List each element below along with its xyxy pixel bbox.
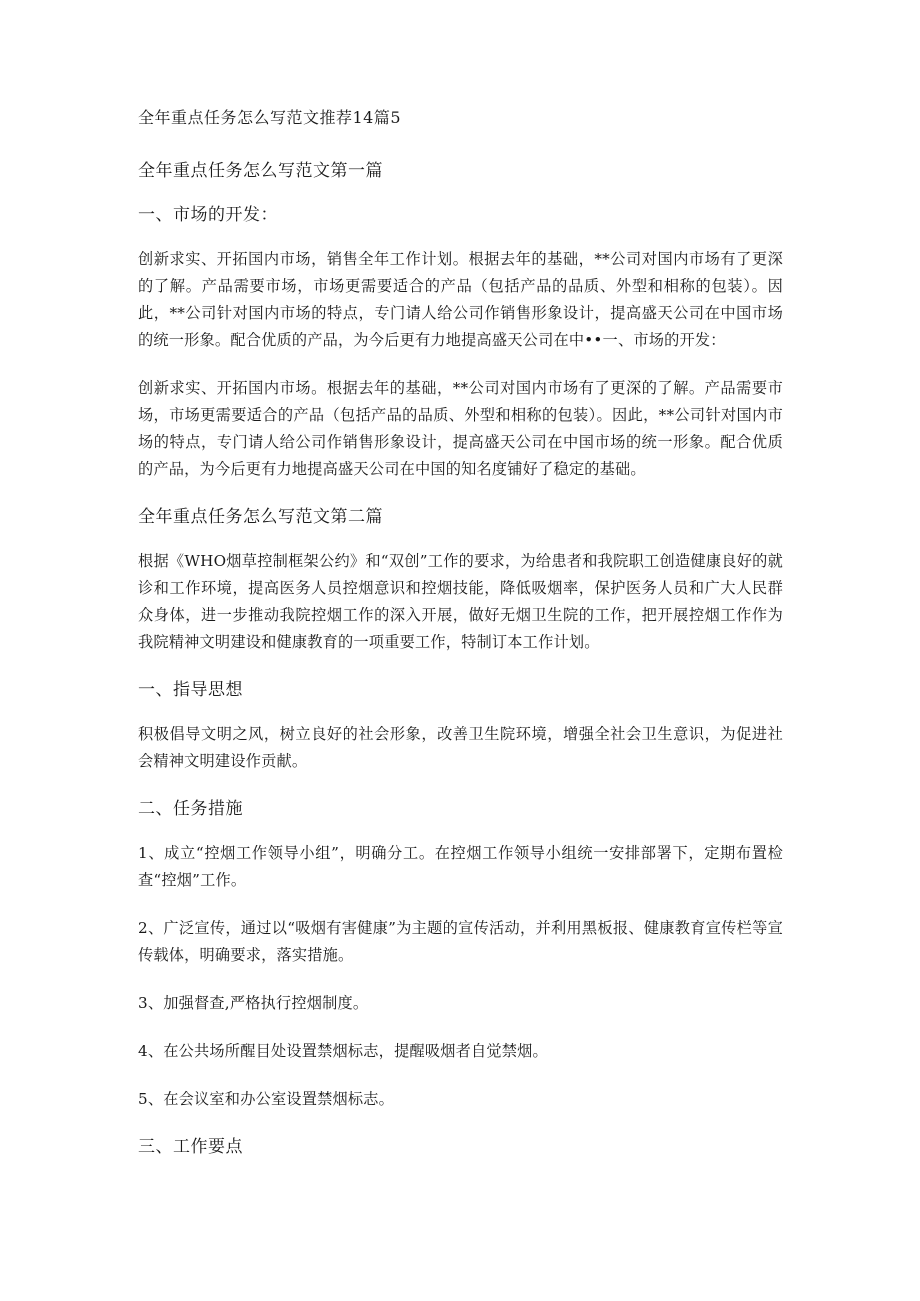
section-heading: 全年重点任务怎么写范文第一篇 xyxy=(138,161,383,181)
paragraph: 创新求实、开拓国内市场。根据去年的基础，**公司对国内市场有了更深的了解。产品需要市场，市场更需要适合的产品（包括产品的品质、外型和相称的包装）。因此，**公司针对国内市场的特点，专门请人给公司作销售形象设计，提高盛天公司在中国市场的统一形象。配合优质的产品，为今后更有力地提高盛天公司在中国的知名度铺好了稳定的基础。 xyxy=(138,379,783,478)
section-heading: 一、指导思想 xyxy=(138,680,243,700)
section-heading: 三、工作要点 xyxy=(138,1137,243,1157)
document-page xyxy=(138,106,783,1178)
list-item: 5、在会议室和办公室设置禁烟标志。 xyxy=(138,1090,395,1108)
paragraph: 根据《WHO烟草控制框架公约》和“双创”工作的要求，为给患者和我院职工创造健康良好的就诊和工作环境，提高医务人员控烟意识和控烟技能，降低吸烟率，保护医务人员和广大人民群众身体，进一步推动我院控烟工作的深入开展，做好无烟卫生院的工作，把开展控烟工作作为我院精神文明建设和健康教育的一项重要工作，特制订本工作计划。 xyxy=(138,552,783,651)
section-heading: 全年重点任务怎么写范文第二篇 xyxy=(138,507,383,527)
document-title: 全年重点任务怎么写范文推荐14篇5 xyxy=(138,108,402,127)
paragraph: 积极倡导文明之风，树立良好的社会形象，改善卫生院环境，增强全社会卫生意识，为促进社会精神文明建设作贡献。 xyxy=(138,725,783,770)
section-heading: 二、任务措施 xyxy=(138,799,243,819)
section-heading: 一、市场的开发： xyxy=(138,205,278,225)
list-item: 3、加强督查,严格执行控烟制度。 xyxy=(138,994,369,1012)
paragraph: 创新求实、开拓国内市场，销售全年工作计划。根据去年的基础，**公司对国内市场有了更深的了解。产品需要市场，市场更需要适合的产品（包括产品的品质、外型和相称的包装）。因此，**公司针对国内市场的特点，专门请人给公司作销售形象设计，提高盛天公司在中国市场的统一形象。配合优质的产品，为今后更有力地提高盛天公司在中••一、市场的开发： xyxy=(138,250,783,349)
list-item: 1、成立“控烟工作领导小组”，明确分工。在控烟工作领导小组统一安排部署下，定期布置检查“控烟”工作。 xyxy=(138,844,783,889)
list-item: 4、在公共场所醒目处设置禁烟标志，提醒吸烟者自觉禁烟。 xyxy=(138,1042,548,1060)
list-item: 2、广泛宣传，通过以“吸烟有害健康”为主题的宣传活动，并利用黑板报、健康教育宣传栏等宣传载体，明确要求，落实措施。 xyxy=(138,919,783,964)
